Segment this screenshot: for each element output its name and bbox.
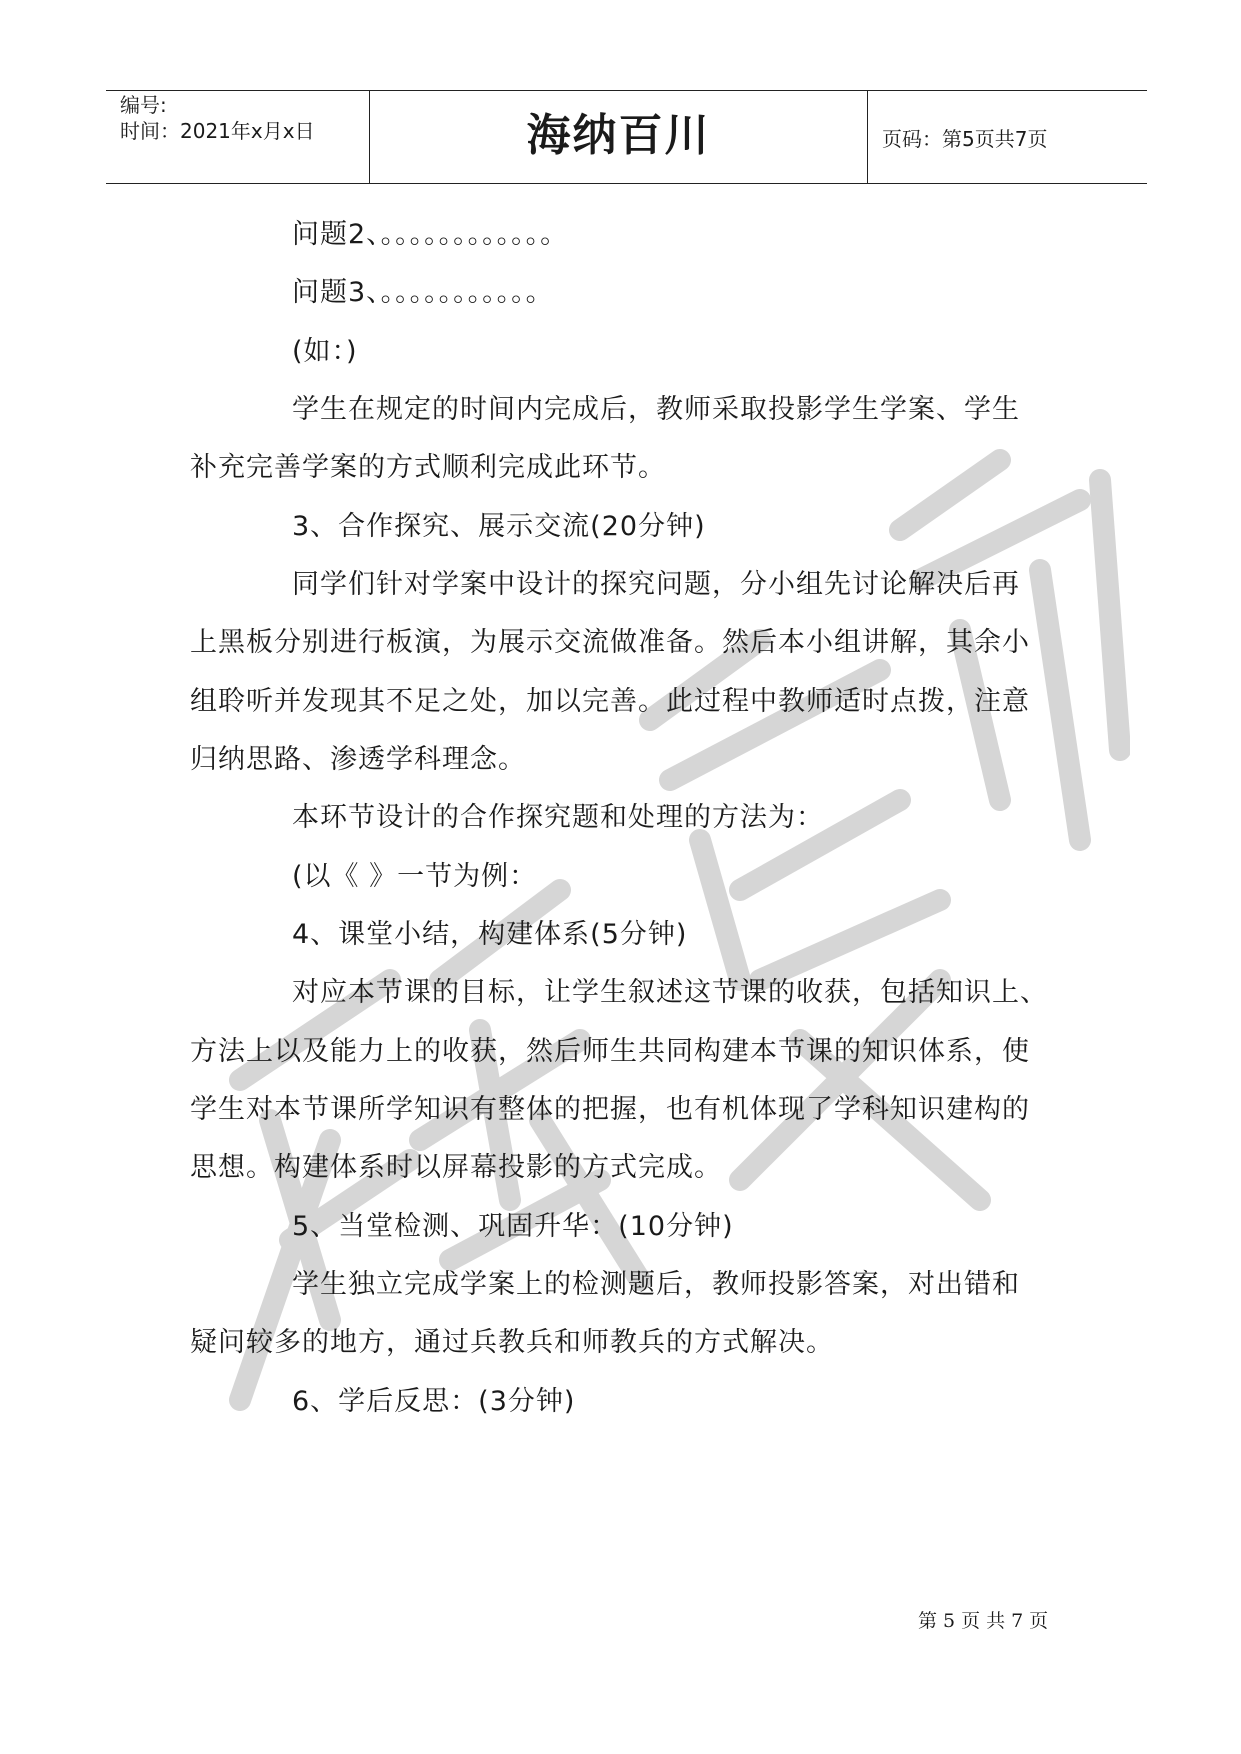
brand-title: 海纳百川 [526,110,711,161]
paragraph-line: 问题2、。。。。。。。。。。。。 [292,219,569,250]
paragraph-line: (以《 》一节为例： [292,861,538,892]
document-time-label: 时间：2021年x月x日 [120,119,315,143]
section-heading: 5、当堂检测、巩固升华：(10分钟) [292,1211,734,1242]
section-heading: 3、合作探究、展示交流(20分钟) [292,511,706,542]
paragraph-line: 思想。构建体系时以屏幕投影的方式完成。 [190,1152,722,1183]
paragraph-line: 学生在规定的时间内完成后，教师采取投影学生学案、学生 [292,394,1020,425]
paragraph-line: 对应本节课的目标，让学生叙述这节课的收获，包括知识上、 [292,977,1048,1008]
header-page-cell [868,91,1147,183]
paragraph-line: 方法上以及能力上的收获，然后师生共同构建本节课的知识体系，使 [190,1036,1030,1067]
paragraph-line: 同学们针对学案中设计的探究问题，分小组先讨论解决后再 [292,569,1020,600]
section-heading: 4、课堂小结，构建体系(5分钟) [292,919,688,950]
section-heading: 6、学后反思：(3分钟) [292,1386,576,1417]
footer-page-number: 第5页共7页 [918,1610,1055,1632]
paragraph-line: 本环节设计的合作探究题和处理的方法为： [292,802,824,833]
page-number-label: 页码：第5页共7页 [882,127,1048,151]
paragraph-line: 学生独立完成学案上的检测题后，教师投影答案，对出错和 [292,1269,1020,1300]
document-number-label: 编号: [120,93,167,117]
paragraph-line: 上黑板分别进行板演，为展示交流做准备。然后本小组讲解，其余小 [190,627,1030,658]
document-header [106,90,1147,184]
paragraph-line: 归纳思路、渗透学科理念。 [190,744,526,775]
paragraph-line: 问题3、。。。。。。。。。。。 [292,277,554,308]
header-meta-cell [106,91,370,183]
paragraph-line: 补充完善学案的方式顺利完成此环节。 [190,452,666,483]
paragraph-line: 学生对本节课所学知识有整体的把握，也有机体现了学科知识建构的 [190,1094,1030,1125]
paragraph-line: (如：) [292,336,358,367]
paragraph-line: 组聆听并发现其不足之处，加以完善。此过程中教师适时点拨，注意 [190,686,1030,717]
header-brand-cell [370,91,868,183]
paragraph-line: 疑问较多的地方，通过兵教兵和师教兵的方式解决。 [190,1327,834,1358]
